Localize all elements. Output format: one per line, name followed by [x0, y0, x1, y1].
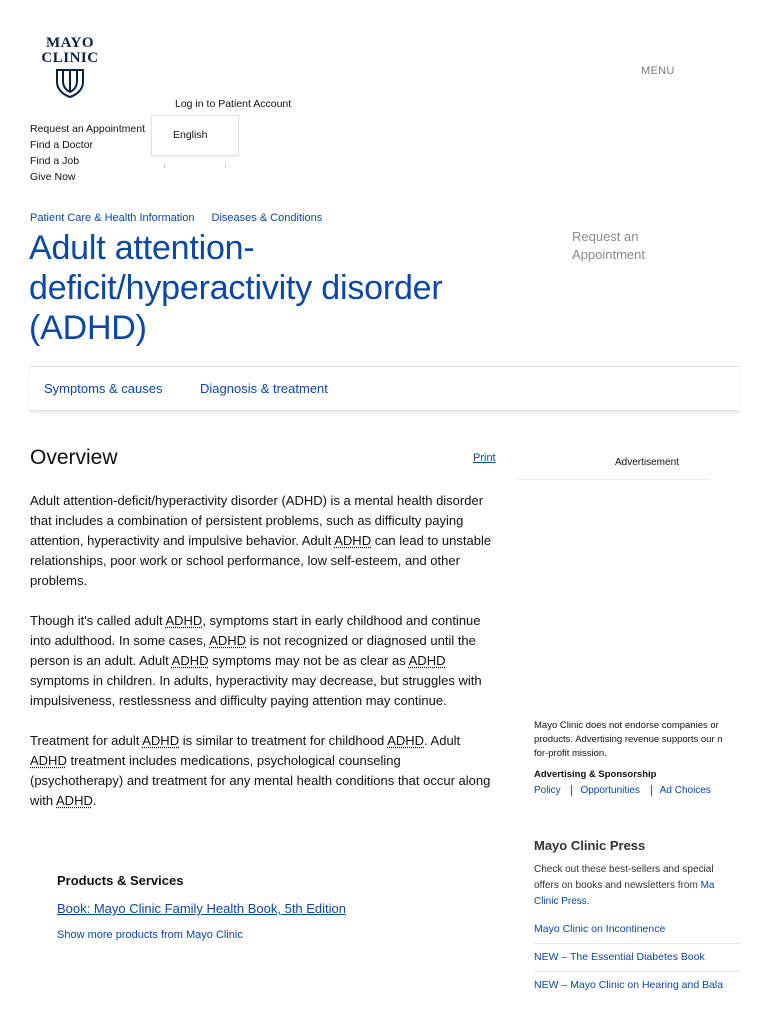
adhd-abbr: ADHD — [408, 653, 446, 668]
advertising-links — [534, 785, 719, 796]
mayo-clinic-logo[interactable] — [38, 36, 102, 98]
shield-logo-icon — [52, 68, 88, 98]
advertisement-label: Advertisement — [615, 457, 679, 468]
logo-word-mayo: MAYO — [45, 35, 95, 51]
breadcrumb — [30, 212, 336, 224]
adhd-abbr: ADHD — [142, 733, 180, 748]
more-products-link[interactable]: Show more products from Mayo Clinic — [57, 929, 243, 941]
breadcrumb-diseases-conditions[interactable]: Diseases & Conditions — [211, 212, 323, 224]
request-appointment-button[interactable]: Request an Appointment — [572, 229, 645, 262]
language-dropdown-edge — [164, 164, 226, 168]
give-now-link[interactable]: Give Now — [30, 171, 76, 183]
tab-symptoms-causes[interactable]: Symptoms & causes — [44, 381, 163, 396]
adhd-abbr: ADHD — [30, 753, 67, 768]
adhd-abbr: ADHD — [171, 653, 209, 668]
language-label: English — [173, 129, 208, 141]
article-body — [30, 491, 494, 831]
overview-heading: Overview — [30, 446, 118, 469]
products-heading: Products & Services — [57, 873, 184, 888]
find-doctor-link[interactable]: Find a Doctor — [30, 139, 94, 151]
family-health-book-link[interactable]: Book: Mayo Clinic Family Health Book, 5th Edition — [57, 901, 347, 916]
adhd-abbr: ADHD — [387, 733, 425, 748]
advertising-disclaimer: Mayo Clinic does not endorse companies or products. Advertising revenue supports our n for-profit mission. — [534, 720, 723, 759]
advertisement-divider — [516, 479, 710, 480]
press-item-hearing-balance[interactable]: NEW – Mayo Clinic on Hearing and Bala — [534, 979, 724, 991]
page-title: Adult attention-deficit/hyperactivity disorder (ADHD) — [29, 229, 443, 347]
ad-opportunities-link[interactable]: Opportunities — [571, 785, 647, 796]
find-job-link[interactable]: Find a Job — [30, 155, 80, 167]
paragraph-2: Though it's called adult ADHD, symptoms start in early childhood and continue into adulthood. In some cases, ADHD is not recognized or diagnosed until the person is an adult. Adult ADHD symptoms may not be as clear as ADHD symptoms in children. In adults, hyperactivity may decrease, but struggles with impulsiveness, restlessness and difficulty paying attention may continue. — [30, 613, 482, 708]
logo-word-clinic: CLINIC — [41, 50, 99, 66]
language-selector[interactable] — [151, 115, 239, 156]
print-link[interactable]: Print — [473, 452, 496, 464]
tab-diagnosis-treatment[interactable]: Diagnosis & treatment — [200, 381, 328, 396]
request-appointment-link[interactable]: Request an Appointment — [30, 123, 145, 135]
paragraph-1: Adult attention-deficit/hyperactivity disorder (ADHD) is a mental health disorder that includes a combination of persistent problems, such as difficulty paying attention, hyperactivity and impulsive behavior. Adult ADHD can lead to unstable relationships, poor work or school performance, low self-esteem, and other problems. — [30, 493, 492, 588]
adhd-abbr: ADHD — [56, 793, 93, 808]
press-item-diabetes-book[interactable]: NEW – The Essential Diabetes Book — [534, 944, 740, 972]
products-services — [57, 873, 346, 941]
press-inline-link[interactable]: Ma — [700, 880, 715, 891]
press-heading: Mayo Clinic Press — [534, 838, 646, 853]
menu-button[interactable]: MENU — [641, 65, 675, 77]
press-inline-link-cont[interactable]: Clinic Press. — [534, 896, 590, 907]
patient-login-link[interactable]: Log in to Patient Account — [175, 98, 292, 110]
press-description: Check out these best-sellers and special offers on books and newsletters from Ma Clinic Press. — [534, 864, 715, 907]
press-item-incontinence[interactable]: Mayo Clinic on Incontinence — [534, 916, 740, 944]
press-list — [534, 916, 740, 999]
content-tabs — [30, 366, 740, 410]
advertising-sponsorship-heading: Advertising & Sponsorship — [534, 769, 657, 780]
mayo-clinic-press — [534, 838, 740, 999]
paragraph-3: Treatment for adult ADHD is similar to treatment for childhood ADHD. Adult ADHD treatment includes medications, psychological counseling (psychotherapy) and treatment for any mental health conditions that occur along with ADHD. — [30, 733, 491, 808]
ad-policy-link[interactable]: Policy — [534, 785, 561, 796]
ad-choices-link[interactable]: Ad Choices — [651, 785, 719, 796]
breadcrumb-patient-care[interactable]: Patient Care & Health Information — [30, 212, 195, 224]
adhd-abbr: ADHD — [334, 533, 372, 548]
adhd-abbr: ADHD — [209, 633, 247, 648]
utility-links — [30, 121, 145, 185]
adhd-abbr: ADHD — [165, 613, 203, 628]
